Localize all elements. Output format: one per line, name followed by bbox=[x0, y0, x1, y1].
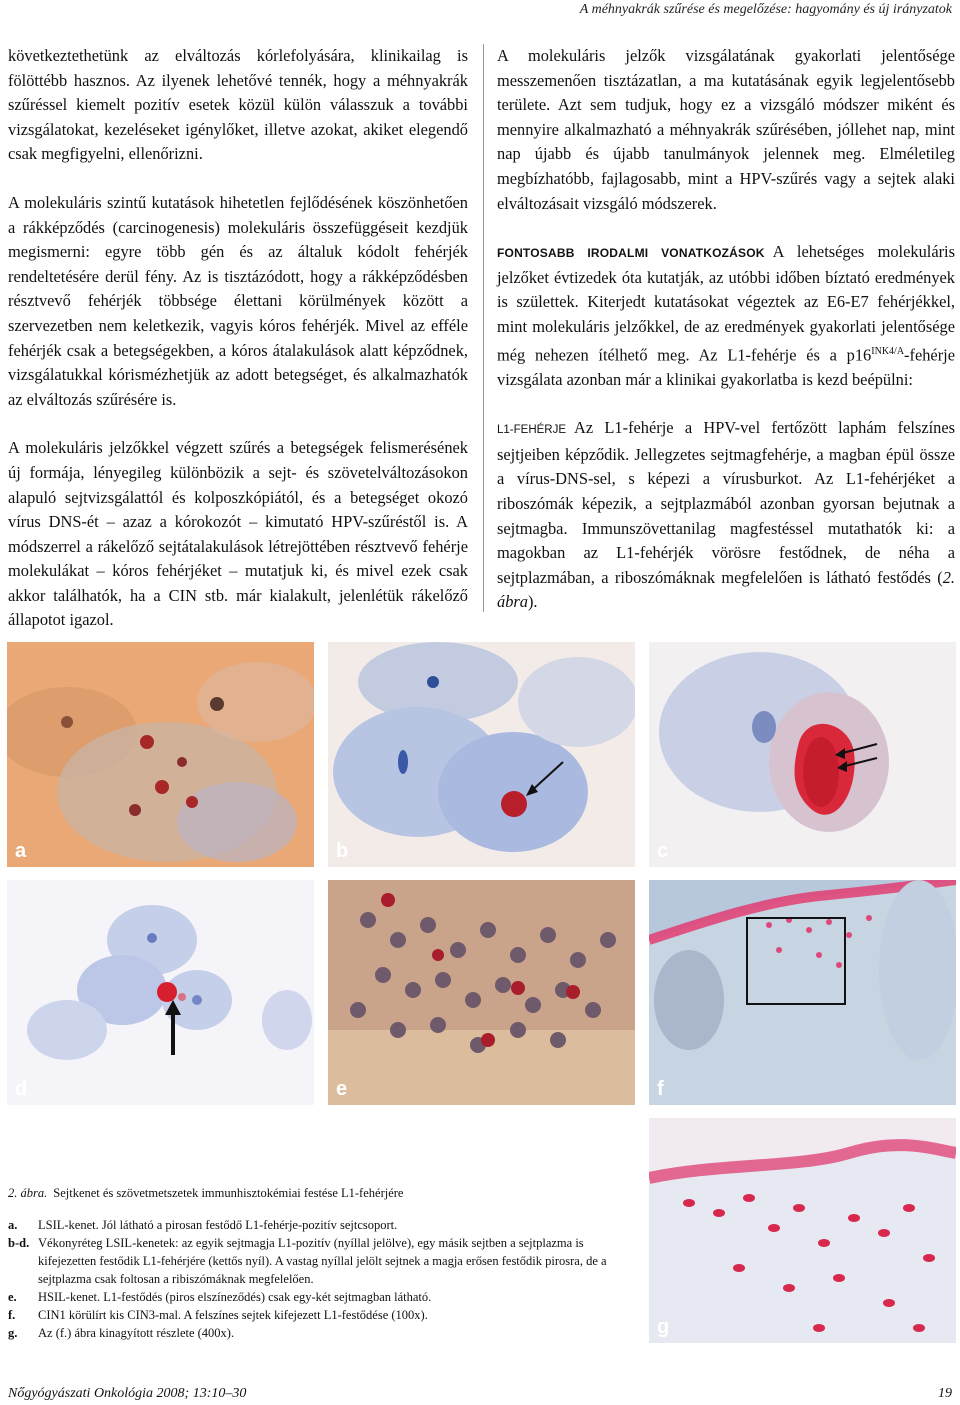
caption-item bbox=[8, 1288, 638, 1306]
caption-item bbox=[8, 1324, 638, 1342]
caption-item bbox=[8, 1216, 638, 1234]
micrograph-panel-d bbox=[7, 880, 314, 1105]
paragraph: A molekuláris jelzők vizsgálatának gyakorlati jelentősége messzemenően tisztázatlan, a ma kutatásának egyik legjelentősebb területe. Azt sem tudjuk, hogy ez a vizsgáló módszer miként és mennyire alkalmazható a méhnyakrák szűrésében, jóllehet nap, mint nap újabb és újabb tanulmányok jelennek meg. Elméletileg megbízhatóbb, fajlagosabb, mint a HPV-szűrés vagy a sejtek alaki elváltozásait vizsgáló módszerek. bbox=[497, 46, 955, 213]
micrograph-panel-g bbox=[649, 1118, 956, 1343]
figure-caption bbox=[8, 1184, 638, 1342]
right-column bbox=[497, 44, 955, 639]
caption-key: b-d. bbox=[8, 1236, 30, 1250]
caption-label: 2. ábra. bbox=[8, 1186, 48, 1200]
caption-text: HSIL-kenet. L1-festődés (piros elszíneződés) csak egy-két sejtmagban látható. bbox=[38, 1290, 432, 1304]
section-heading: FONTOSABB IRODALMI VONATKOZÁSOK bbox=[497, 246, 765, 261]
paragraph: A molekuláris jelzőkkel végzett szűrés a betegségek felismerésének új formája, lényegileg különbözik a sejt- és szövetelváltozásokon alapuló sejtvizsgálattól és kolposzkópiától, és a betegséget okozó vírus DNS-ét – azaz a kórokozót – kimutató HPV-szűréstől is. A módszerrel a rákelőző sejtátalakulások létrejöttében résztvevő fehérje molekulákat – kóros fehérjéket – mutatjuk ki, és mivel ezek csak akkor találhatók, ha a CIN stb. már kialakult, jelenlétük rákelőző állapotot igazol. bbox=[8, 438, 468, 630]
column-divider bbox=[483, 44, 484, 612]
journal-citation: Nőgyógyászati Onkológia 2008; 13:10–30 bbox=[8, 1386, 247, 1401]
paragraph: következtethetünk az elváltozás kórlefolyására, klinikailag is fölöttébb hasznos. Az ilyenek lehetővé tennék, hogy a méhnyakrák szűréssel kiemelt pozitív esetek közül külön válasszuk a további vizsgálatokat, kezeléseket igénylőket, illetve azokat, akiket elegendő csak megfigyelni, ellenőrizni. bbox=[8, 46, 468, 164]
paragraph-text: ). bbox=[527, 592, 538, 612]
caption-title-text: Sejtkenet és szövetmetszetek immunhisztokémiai festése L1-fehérjére bbox=[53, 1186, 404, 1200]
paragraph-text: -fehérje vizsgálata azonban már a klinikai gyakorlatba is kezd beépülni: bbox=[497, 345, 955, 389]
panel-label: f bbox=[657, 1078, 664, 1100]
caption-key: f. bbox=[8, 1308, 16, 1322]
micrograph-panel-c bbox=[649, 642, 956, 867]
caption-key: a. bbox=[8, 1218, 18, 1232]
micrograph-g-image bbox=[649, 1118, 956, 1343]
panel-label: d bbox=[15, 1078, 28, 1100]
micrograph-f-image bbox=[649, 880, 956, 1105]
paragraph: A molekuláris szintű kutatások hihetetlen fejlődésének köszönhetően a rákképződés (carcinogenesis) molekuláris összefüggéseit kezdjük megismerni: egyre több gén és az általuk kódolt fehérjék rendeltetésére derül fény. Az is tisztázódott, hogy a rákképződésben résztvevő fehérjék többsége élettani körülmények között a szervezetben nem keletkezik, vagyis kóros fehérjék. Mivel az efféle fehérjék csak a betegségekben, a kóros átalakulások alatt képződnek, vizsgálatukkal kórismézhetjük az adott betegséget, és alkalmazhatók az elváltozás szűrésére is. bbox=[8, 192, 468, 409]
subsection-heading: L1-FEHÉRJE bbox=[497, 424, 567, 437]
caption-title bbox=[8, 1184, 638, 1202]
page-number: 19 bbox=[938, 1386, 952, 1401]
micrograph-e-image bbox=[328, 880, 635, 1105]
paragraph bbox=[497, 240, 955, 392]
caption-text: Vékonyréteg LSIL-kenetek: az egyik sejtmagja L1-pozitív (nyíllal jelölve), egy másik sejtben a sejtplazma is kifejezetten festődik L1-fehérjére (kettős nyíl). A vastag nyíllal jelölt sejtnek a magja erősen festődik pirosra, de a sejtplazma csak foltosan a ribiszómáknak megfelelően. bbox=[38, 1236, 607, 1286]
left-column bbox=[8, 44, 468, 657]
micrograph-d-image bbox=[7, 880, 314, 1105]
figure-reference: 2. ábra bbox=[497, 567, 955, 612]
panel-label: e bbox=[336, 1078, 348, 1100]
panel-label: g bbox=[657, 1316, 670, 1338]
micrograph-c-image bbox=[649, 642, 956, 867]
caption-item bbox=[8, 1234, 638, 1288]
caption-text: CIN1 körülírt kis CIN3-mal. A felszínes sejtek kifejezett L1-festődése (100x). bbox=[38, 1308, 428, 1322]
superscript: INK4/A bbox=[871, 345, 905, 357]
caption-text: LSIL-kenet. Jól látható a pirosan festődő L1-fehérje-pozitív sejtcsoport. bbox=[38, 1218, 398, 1232]
caption-key: g. bbox=[8, 1326, 18, 1340]
paragraph bbox=[497, 416, 955, 615]
caption-key: e. bbox=[8, 1290, 17, 1304]
panel-label: c bbox=[657, 840, 669, 862]
panel-label: b bbox=[336, 840, 349, 862]
micrograph-panel-e bbox=[328, 880, 635, 1105]
micrograph-panel-f bbox=[649, 880, 956, 1105]
micrograph-panel-b bbox=[328, 642, 635, 867]
micrograph-panel-a bbox=[7, 642, 314, 867]
micrograph-a-image bbox=[7, 642, 314, 867]
caption-item bbox=[8, 1306, 638, 1324]
panel-label: a bbox=[15, 840, 27, 862]
micrograph-b-image bbox=[328, 642, 635, 867]
running-head: A méhnyakrák szűrése és megelőzése: hagyomány és új irányzatok bbox=[579, 2, 952, 17]
paragraph-text: Az L1-fehérje a HPV-vel fertőzött laphám felszínes sejtjeiben képződik. Jellegzetes sejtmagfehérje, a magban épül össze a vírus-DNS-sel, s képezi a vírusburkot. Az L1-fehérjéket a riboszómák képezik, a sejtplazmából azonban gyorsan bejutnak a sejtmagba. Immunszövettanilag magfestéssel mutathatók ki: a magokban az L1-fehérjék vörösre festődnek, de néha a sejtplazmában, a riboszómáknak megfelelően is látható festődés ( bbox=[497, 418, 955, 587]
paragraph-text: A lehetséges molekuláris jelzőket évtizedek óta kutatják, az utóbbi időben bíztató eredmények is születtek. Kiterjedt kutatásokat végeztek az E6-E7 fehérjékkel, mint molekuláris jelzőkkel, de az eredmények gyakorlati jelentősége még nehezen ítélhető meg. Az L1-fehérje és a p16 bbox=[497, 242, 955, 364]
caption-text: Az (f.) ábra kinagyított részlete (400x). bbox=[38, 1326, 235, 1340]
